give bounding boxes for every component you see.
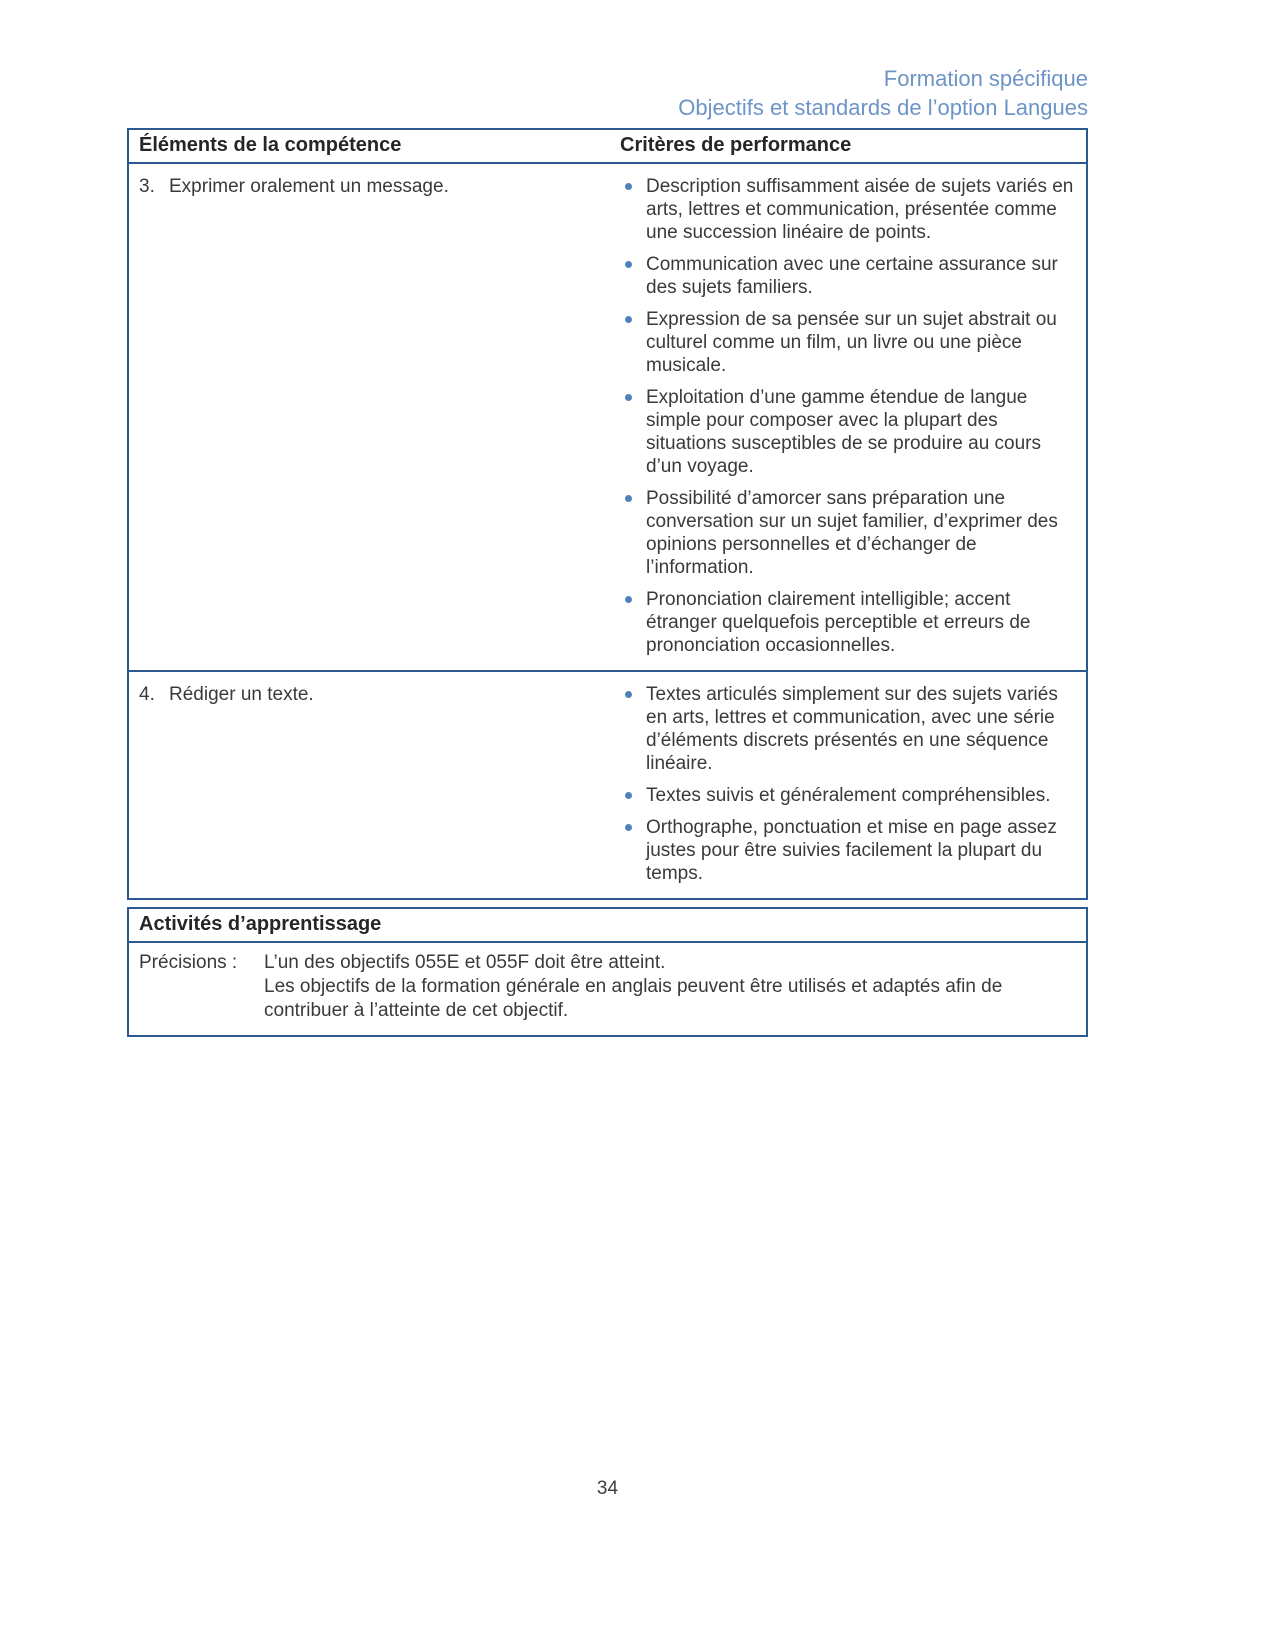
table-row-element-4: [129, 670, 1086, 898]
precisions-row: [129, 943, 1086, 1035]
table-row-element-3: [129, 164, 1086, 670]
competency-table: [127, 128, 1088, 900]
activities-section: [127, 907, 1088, 1037]
element-cell: [129, 164, 610, 670]
criteria-cell: [610, 672, 1086, 898]
element-number: 3.: [139, 176, 155, 197]
content-column: [127, 128, 1088, 1037]
criteria-text: Description suffisamment aisée de sujets variés en arts, lettres et communication, présentée comme une succession linéaire de points.: [646, 176, 1074, 243]
header-line-1: Formation spécifique: [883, 66, 1088, 91]
criteria-cell: [610, 164, 1086, 670]
element-cell: [129, 672, 610, 898]
criteria-text: Exploitation d’une gamme étendue de langue simple pour composer avec la plupart des situations susceptibles de se produire au cours d’un voyage.: [646, 387, 1042, 477]
criteria-list: [616, 683, 1074, 885]
criteria-text: Orthographe, ponctuation et mise en page assez justes pour être suivies facilement la plupart du temps.: [646, 817, 1057, 884]
criteria-item: [616, 487, 1074, 579]
bullet-icon: [625, 596, 632, 603]
column-header-criteria: Critères de performance: [620, 134, 852, 156]
criteria-text: Textes suivis et généralement compréhensibles.: [646, 785, 1051, 806]
element-number: 4.: [139, 684, 155, 705]
criteria-item: [616, 253, 1074, 299]
bullet-icon: [625, 824, 632, 831]
page-number: 34: [596, 1478, 619, 1499]
criteria-item: [616, 588, 1074, 657]
bullet-icon: [625, 183, 632, 190]
criteria-text: Possibilité d’amorcer sans préparation une conversation sur un sujet familier, d’exprimer des opinions personnelles et d’échanger de l’information.: [646, 488, 1058, 578]
column-header-elements: Éléments de la compétence: [139, 134, 402, 156]
criteria-item: [616, 175, 1074, 244]
bullet-icon: [625, 394, 632, 401]
header-line-2: Objectifs et standards de l’option Langues: [678, 95, 1088, 120]
criteria-item: [616, 784, 1074, 807]
bullet-icon: [625, 316, 632, 323]
criteria-item: [616, 683, 1074, 775]
precisions-content: [264, 951, 1076, 1023]
bullet-icon: [625, 691, 632, 698]
element-text: Rédiger un texte.: [169, 684, 314, 705]
bullet-icon: [625, 261, 632, 268]
criteria-text: Textes articulés simplement sur des sujets variés en arts, lettres et communication, avec une série d’éléments discrets présentés en une séquence linéaire.: [646, 684, 1058, 774]
precisions-label: Précisions :: [139, 952, 238, 973]
bullet-icon: [625, 495, 632, 502]
criteria-item: [616, 308, 1074, 377]
precision-line: L’un des objectifs 055E et 055F doit être atteint.: [264, 952, 666, 973]
precision-line: Les objectifs de la formation générale en anglais peuvent être utilisés et adaptés afin de contribuer à l’atteinte de cet objectif.: [264, 976, 1003, 1021]
element-text: Exprimer oralement un message.: [169, 176, 449, 197]
activities-title: Activités d’apprentissage: [129, 909, 1086, 943]
criteria-list: [616, 175, 1074, 657]
criteria-item: [616, 386, 1074, 478]
criteria-text: Prononciation clairement intelligible; accent étranger quelquefois perceptible et erreurs de prononciation occasionnelles.: [646, 589, 1031, 656]
criteria-text: Communication avec une certaine assurance sur des sujets familiers.: [646, 254, 1058, 298]
bullet-icon: [625, 792, 632, 799]
document-header: [678, 64, 1088, 122]
criteria-item: [616, 816, 1074, 885]
criteria-text: Expression de sa pensée sur un sujet abstrait ou culturel comme un film, un livre ou une pièce musicale.: [646, 309, 1057, 376]
table-header-row: [129, 130, 1086, 164]
